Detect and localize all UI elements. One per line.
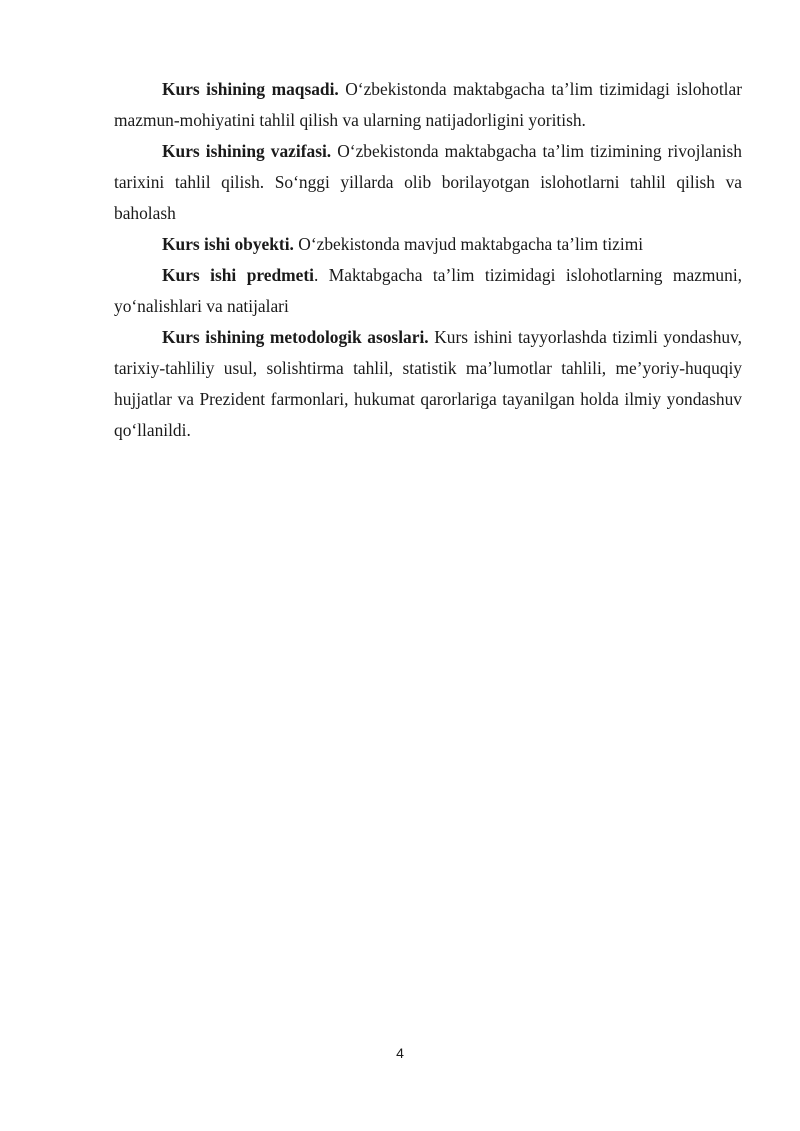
paragraph-label: Kurs ishining maqsadi. [162, 79, 339, 99]
document-body [114, 74, 742, 446]
paragraph-tasks [114, 136, 742, 229]
paragraph-subject [114, 260, 742, 322]
paragraph-text: O‘zbekistonda mavjud maktabgacha ta’lim tizimi [293, 234, 644, 254]
paragraph-goal [114, 74, 742, 136]
paragraph-object [114, 229, 742, 260]
paragraph-text: . Maktabgacha ta’lim tizimidagi islohotlarning mazmuni, yo‘nalishlari va natijalari [114, 265, 742, 316]
paragraph-label: Kurs ishi obyekti. [162, 234, 294, 254]
paragraph-label: Kurs ishining metodologik asoslari. [162, 327, 429, 347]
paragraph-text: O‘zbekistonda maktabgacha ta’lim tizimidagi islohotlar mazmun-mohiyatini tahlil qilish va ularning natijadorligini yoritish. [114, 79, 742, 130]
paragraph-label: Kurs ishining vazifasi. [162, 141, 332, 161]
page-number: 4 [396, 1045, 404, 1061]
paragraph-label: Kurs ishi predmeti [162, 265, 314, 285]
paragraph-text: O‘zbekistonda maktabgacha ta’lim tizimining rivojlanish tarixini tahlil qilish. So‘nggi yillarda olib borilayotgan islohotlarni tahlil qilish va baholash [114, 141, 742, 223]
paragraph-text: Kurs ishini tayyorlashda tizimli yondashuv, tarixiy-tahliliy usul, solishtirma tahlil, statistik ma’lumotlar tahlili, me’yoriy-huquqiy hujjatlar va Prezident farmonlari, hukumat qarorlariga tayanilgan holda ilmiy yondashuv qo‘llanildi. [114, 327, 742, 440]
paragraph-methodology [114, 322, 742, 446]
